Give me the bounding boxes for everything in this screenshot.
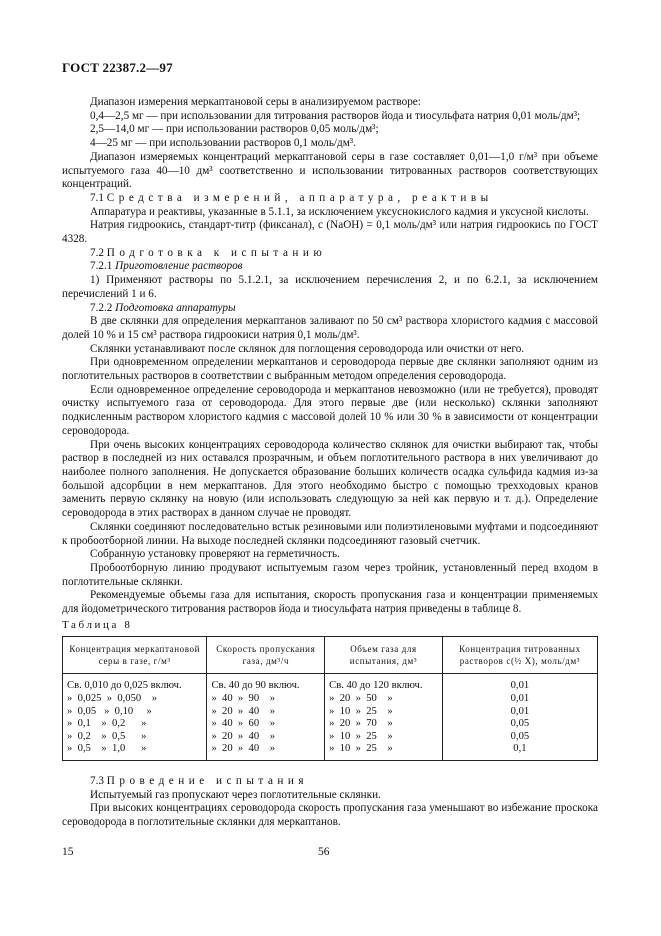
paragraph: Натрия гидроокись, стандарт-титр (фиксанал), c (NaOH) = 0,1 моль/дм³ или натрия гидроокись по ГОСТ 4328. [62,219,598,246]
paragraph: Испытуемый газ пропускают через поглотительные склянки. [90,788,381,801]
paragraph: При очень высоких концентрациях сероводорода количество склянок для очистки выбирают так, чтобы раствор в последней из них оставался прозрачным, и объем поглотительного раствора в них увеличивают до наиболее полного заполнения. Не допускается образование больших количеств осадка сульфида кадмия из-за большой адсорбции в нем меркаптанов. Для этого необходимо быстро с помощью трехходовых кранов заменить первую склянку на новую (или использовать следующую за ней как первую и т. д.). Определение сероводорода в этих растворах в данном случае не проводят. [62,438,598,520]
paragraph: 0,4—2,5 мг — при использовании для титрования растворов йода и тиосульфата натрия 0,01 моль/дм³; [90,109,581,122]
paragraph: Диапазон измерения меркаптановой серы в анализируемом растворе: [90,96,421,108]
table-row [63,693,598,706]
paragraph: Склянки соединяют последовательно встык резиновыми или полиэтиленовыми муфтами и подсоединяют к пробоотборной линии. На выходе последней склянки подсоединяют газовый счетчик. [62,520,598,547]
table-cell: 0,1 [442,743,597,760]
main-text [62,96,598,830]
table-cell: 0,01 [442,674,597,693]
subsection-number: 7.2.1 [90,260,113,273]
table-cell: » 0,025 » 0,050 » [63,693,207,706]
page-number-left: 15 [62,846,74,858]
paragraph: Собранную установку проверяют на герметичность. [90,548,340,561]
subsection-heading-7-2-1 [62,260,598,274]
paragraph: 4—25 мг — при использовании растворов 0,1 моль/дм³. [90,137,356,150]
paragraph: Диапазон измеряемых концентраций меркаптановой серы в газе составляет 0,01—1,0 г/м³ при объеме испытуемого газа 40—10 дм³ соответственно и использовании титрованных растворов соответствующих концентраций. [62,150,598,191]
paragraph: Если одновременное определение сероводорода и меркаптанов невозможно (или не требуется), проводят очистку испытуемого газа от сероводорода. Для этого первые две (или несколько) склянки заполняют подкисленным раствором хлористого кадмия с массовой долей 10 % или 30 % в зависимости от концентрации сероводорода. [62,383,598,437]
table-cell: » 10 » 25 » [325,731,443,744]
table-cell: Св. 40 до 90 включ. [207,674,325,693]
table-cell: 0,01 [442,706,597,719]
table-cell: » 0,5 » 1,0 » [63,743,207,760]
section-number: 7.3 [90,774,104,787]
section-title: Проведение испытания [106,774,309,787]
table-cell: » 20 » 40 » [207,731,325,744]
table-header-cell: Скорость пропускания газа, дм³/ч [207,637,325,674]
table-cell: 0,01 [442,693,597,706]
paragraph: Аппаратура и реактивы, указанные в 5.1.1, за исключением уксуснокислого кадмия и уксусной кислоты. [90,205,589,218]
table-cell: » 40 » 60 » [207,718,325,731]
table-header-cell: Концентрация титрованных растворов c(½ X), моль/дм³ [442,637,597,674]
section-number: 7.1 [90,191,104,204]
table-cell: » 40 » 90 » [207,693,325,706]
paragraph: При одновременном определении меркаптанов и сероводорода первые две склянки заполняют одним из поглотительных растворов в соответствии с выбранным методом определения сероводорода. [62,356,598,383]
table-header-cell: Объем газа для испытания, дм³ [325,637,443,674]
table-cell: » 20 » 50 » [325,693,443,706]
section-heading-7-2 [62,247,598,261]
table-cell: Св. 40 до 120 включ. [325,674,443,693]
table-row [63,718,598,731]
table-header-row [63,637,598,674]
paragraph: 2,5—14,0 мг — при использовании растворов 0,05 моль/дм³; [90,123,379,136]
section-heading-7-1 [62,192,598,206]
paragraph: Склянки устанавливают после склянок для поглощения сероводорода или очистки от него. [90,342,525,355]
paragraph: Пробоотборную линию продувают испытуемым газом через тройник, установленный перед входом в поглотительные склянки. [62,561,598,588]
subsection-number: 7.2.2 [90,301,113,314]
subsection-heading-7-2-2 [62,302,598,316]
paragraph: В две склянки для определения меркаптанов заливают по 50 см³ раствора хлористого кадмия с массовой долей 10 % и 15 см³ раствора гидроокиси натрия 0,1 моль/дм³. [62,315,598,341]
standard-header: ГОСТ 22387.2—97 [62,60,173,75]
table-cell: 0,05 [442,731,597,744]
table-body [63,674,598,761]
subsection-title: Приготовление растворов [115,260,243,273]
table-row [63,674,598,693]
table-row [63,731,598,744]
table-header-cell: Концентрация меркаптановой серы в газе, г/м³ [63,637,207,674]
paragraph: При высоких концентрациях сероводорода скорость пропускания газа уменьшают во избежание проскока сероводорода в поглотительные склянки для меркаптанов. [62,802,598,829]
subsection-title: Подготовка аппаратуры [115,301,236,314]
table-cell: » 20 » 70 » [325,718,443,731]
table-cell: » 0,05 » 0,10 » [63,706,207,719]
table-cell: » 10 » 25 » [325,743,443,760]
table-cell: » 20 » 40 » [207,743,325,760]
table-row [63,743,598,760]
paragraph: 1) Применяют растворы по 5.1.2.1, за исключением перечисления 2, и по 6.2.1, за исключением перечислений 1 и 6. [62,274,598,300]
table-cell: 0,05 [442,718,597,731]
table-cell: Св. 0,010 до 0,025 включ. [63,674,207,693]
table-cell: » 0,1 » 0,2 » [63,718,207,731]
table-cell: » 0,2 » 0,5 » [63,731,207,744]
section-title: Средства измерений, аппаратура, реактивы [106,191,493,204]
page-number-center: 56 [318,846,330,858]
table-row [63,706,598,719]
table-8 [62,636,598,761]
section-title: Подготовка к испытанию [106,246,327,259]
paragraph: Рекомендуемые объемы газа для испытания, скорость пропускания газа и концентрации применяемых для йодометрического титрования растворов йода и тиосульфата натрия приведены в таблице 8. [62,589,598,616]
section-heading-7-3 [62,775,598,789]
table-cell: » 10 » 25 » [325,706,443,719]
section-number: 7.2 [90,246,104,259]
table-caption: Таблица 8 [62,618,133,631]
table-cell: » 20 » 40 » [207,706,325,719]
